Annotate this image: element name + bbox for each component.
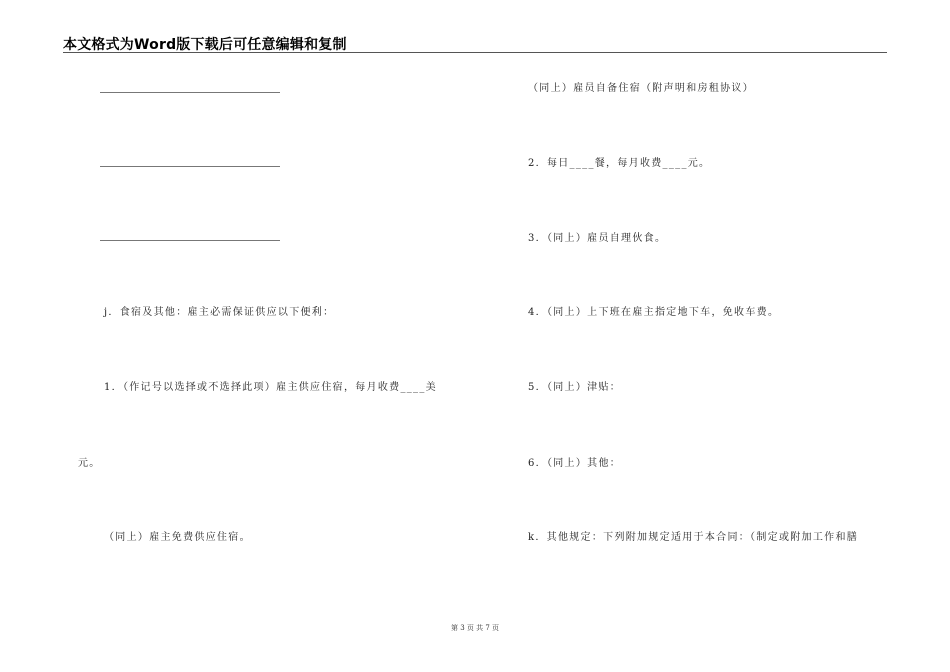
header-divider [63,52,887,53]
item-6-text: 6．（同上）其他： [528,458,622,469]
item-3-text: 3．（同上）雇员自理伙食。 [528,233,667,244]
item-4-text: 4．（同上）上下班在雇主指定地下车，免收车费。 [528,307,780,318]
clause-k-text: k．其他规定：下列附加规定适用于本合同：（制定或附加工作和膳 [528,532,859,543]
item-5-text: 5．（同上）津贴： [528,382,622,393]
free-housing-text: （同上）雇主免费供应住宿。 [104,532,251,543]
blank-fill-line [100,166,280,167]
clause-j-text: j．食宿及其他：雇主必需保证供应以下便利： [104,307,335,318]
item-1-continuation: 元。 [78,458,101,469]
self-housing-text: （同上）雇员自备住宿（附声明和房租协议） [528,83,754,94]
document-header-title: 本文格式为Word版下载后可任意编辑和复制 [63,37,347,53]
item-1-text: 1．（作记号以选择或不选择此项）雇主供应住宿，每月收费____美 [104,382,437,393]
blank-fill-line [100,240,280,241]
item-2-text: 2．每日____餐，每月收费____元。 [528,158,711,169]
page-number-footer: 第 3 页 共 7 页 [450,624,500,632]
blank-fill-line [100,92,280,93]
